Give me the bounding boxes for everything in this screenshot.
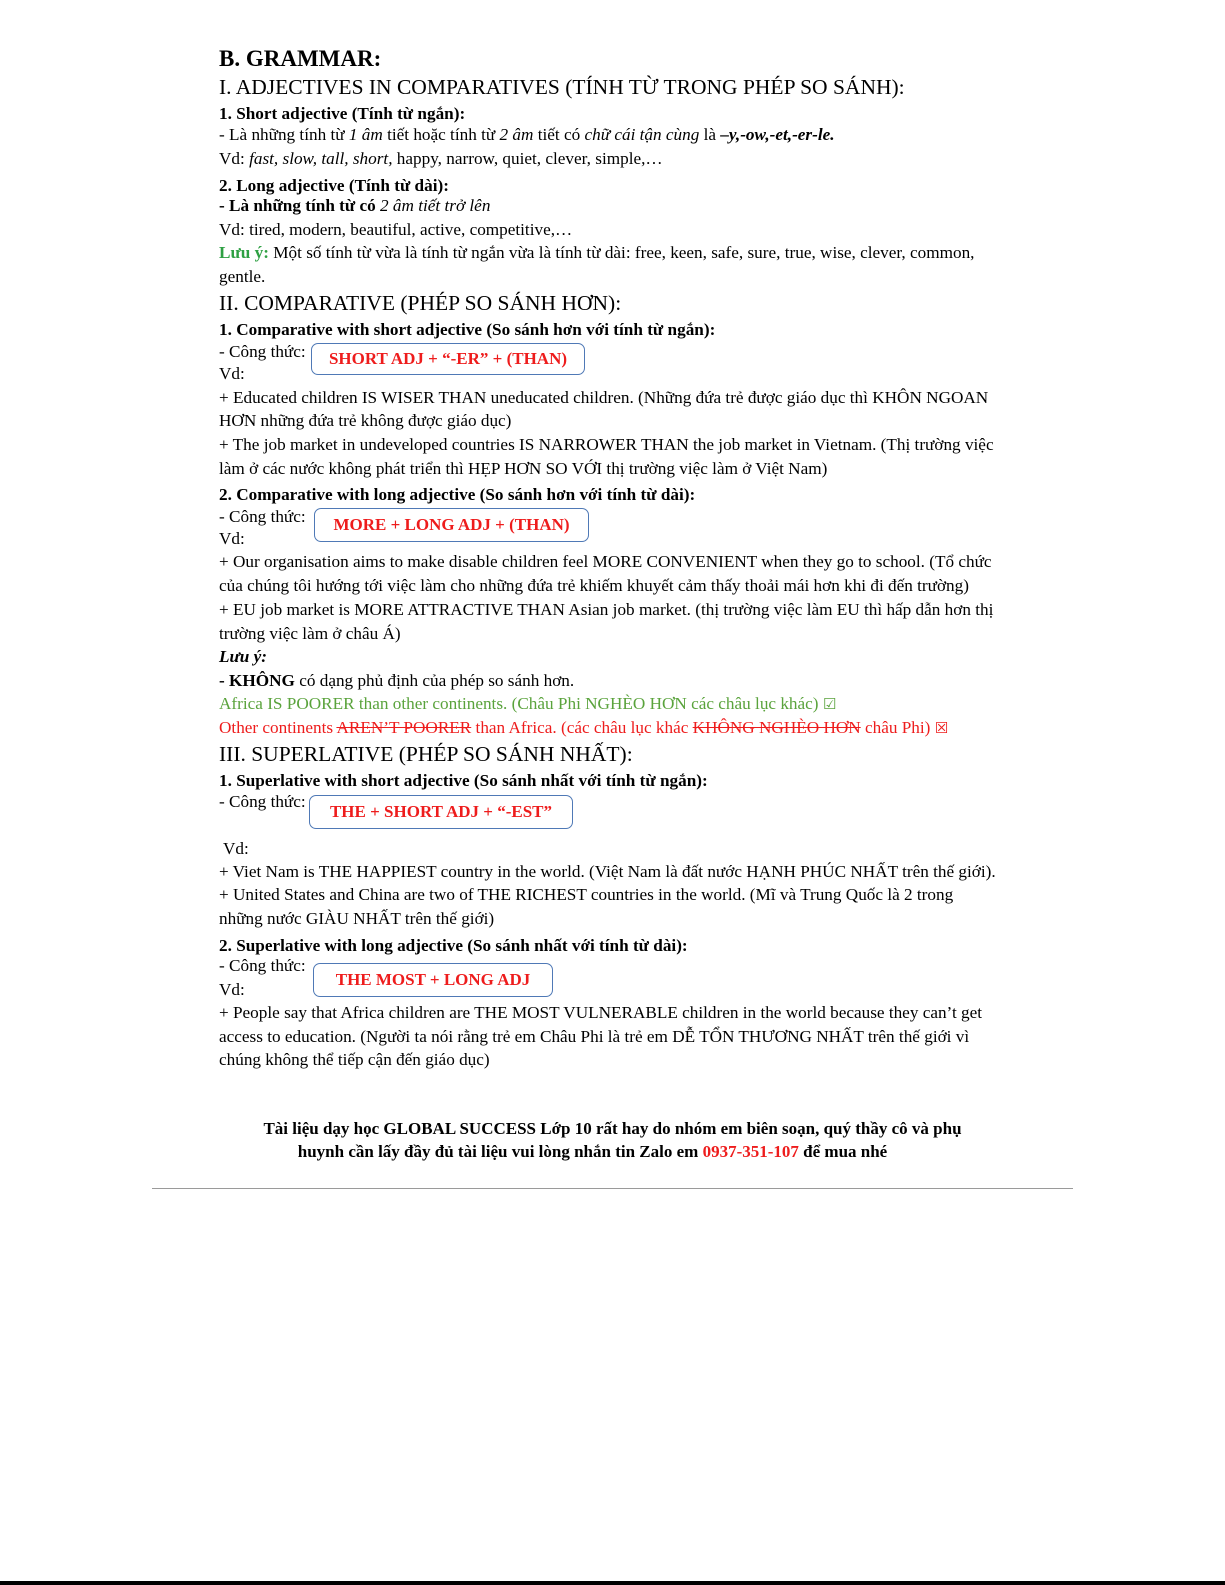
formula-label: - Công thức: <box>219 956 306 975</box>
comparative-short-example-1: + Educated children IS WISER THAN uneducated children. (Những đứa trẻ được giáo dục thì KHÔN NGOAN <box>219 388 989 407</box>
formula-box-long-superlative: THE MOST + LONG ADJ <box>313 963 553 997</box>
comparative-long-example-2-cont: trường việc làm ở châu Á) <box>219 624 401 643</box>
comparative-long-example-1: + Our organisation aims to make disable children feel MORE CONVENIENT when they go to school. (Tổ chức <box>219 552 992 571</box>
section-1-heading: I. ADJECTIVES IN COMPARATIVES (TÍNH TỪ TRONG PHÉP SO SÁNH): <box>219 75 905 99</box>
footer-phone[interactable]: 0937-351-107 <box>702 1142 799 1161</box>
section-3-heading: III. SUPERLATIVE (PHÉP SO SÁNH NHẤT): <box>219 742 633 766</box>
note-line-continued: gentle. <box>219 267 266 286</box>
comparative-long-example-2: + EU job market is MORE ATTRACTIVE THAN Asian job market. (thị trường việc làm EU thì hấp dẫn hơn thị <box>219 600 994 619</box>
superlative-short-example-2: + United States and China are two of THE RICHEST countries in the world. (Mĩ và Trung Quốc là 2 trong <box>219 885 954 904</box>
superlative-long-example-1-cont: access to education. (Người ta nói rằng trẻ em Châu Phi là trẻ em DỄ TỔN THƯƠNG NHẤT trên thế giới vì <box>219 1027 970 1046</box>
short-adjective-definition: - Là những tính từ 1 âm tiết hoặc tính từ 2 âm tiết có chữ cái tận cùng là –y,-ow,-et,-er-le. <box>219 125 835 144</box>
comparative-long-example-1-cont: của chúng tôi hướng tới việc làm cho những đứa trẻ khiếm khuyết cảm thấy thoải mái hơn khi đi đến trường) <box>219 576 969 595</box>
footer-divider <box>152 1188 1073 1189</box>
example-label: Vd: <box>223 839 249 858</box>
formula-box-short-comparative: SHORT ADJ + “-ER” + (THAN) <box>311 343 585 375</box>
comparative-long-heading: 2. Comparative with long adjective (So sánh hơn với tính từ dài): <box>219 485 696 504</box>
formula-label: - Công thức: <box>219 342 306 361</box>
footer-line-1: Tài liệu dạy học GLOBAL SUCCESS Lớp 10 rất hay do nhóm em biên soạn, quý thầy cô và phụ <box>263 1119 962 1138</box>
comparative-short-example-2: + The job market in undeveloped countries IS NARROWER THAN the job market in Vietnam. (Thị trường việc <box>219 435 994 454</box>
example-label: Vd: <box>219 980 245 999</box>
formula-label: - Công thức: <box>219 507 306 526</box>
superlative-long-example-1: + People say that Africa children are THE MOST VULNERABLE children in the world because they can’t get <box>219 1003 983 1022</box>
long-adjective-examples: Vd: tired, modern, beautiful, active, competitive,… <box>219 220 573 239</box>
page-title: B. GRAMMAR: <box>219 46 382 71</box>
comparative-short-heading: 1. Comparative with short adjective (So sánh hơn với tính từ ngắn): <box>219 320 716 339</box>
superlative-short-example-2-cont: những nước GIÀU NHẤT trên thế giới) <box>219 909 495 928</box>
superlative-short-heading: 1. Superlative with short adjective (So sánh nhất với tính từ ngắn): <box>219 771 708 790</box>
comparative-short-example-2-cont: làm ở các nước không phát triển thì HẸP HƠN SO VỚI thị trường việc làm ở Việt Nam) <box>219 459 828 478</box>
example-label: Vd: <box>219 529 245 548</box>
short-adjective-heading: 1. Short adjective (Tính từ ngắn): <box>219 104 466 123</box>
note-line: Lưu ý: Một số tính từ vừa là tính từ ngắn vừa là tính từ dài: free, keen, safe, sure, true, wise, clever, common, <box>219 243 975 262</box>
superlative-long-example-1-end: chúng không thể tiếp cận đến giáo dục) <box>219 1050 490 1069</box>
checkbox-checked-icon: ☑ <box>822 695 837 713</box>
page-bottom-edge <box>0 1581 1225 1585</box>
formula-box-short-superlative: THE + SHORT ADJ + “-EST” <box>309 795 573 829</box>
correct-example: Africa IS POORER than other continents. (Châu Phi NGHÈO HƠN các châu lục khác) ☑ <box>219 694 837 713</box>
section-2-heading: II. COMPARATIVE (PHÉP SO SÁNH HƠN): <box>219 291 622 315</box>
footer-line-2: huynh cần lấy đầy đủ tài liệu vui lòng nhắn tin Zalo em 0937-351-107 để mua nhé <box>297 1142 888 1161</box>
formula-box-long-comparative: MORE + LONG ADJ + (THAN) <box>314 508 589 542</box>
comparative-short-example-1-cont: HƠN những đứa trẻ không được giáo dục) <box>219 411 512 430</box>
checkbox-crossed-icon: ☒ <box>934 719 949 737</box>
negative-note: - KHÔNG có dạng phủ định của phép so sánh hơn. <box>219 671 575 690</box>
incorrect-example: Other continents AREN’T POORER than Africa. (các châu lục khác KHÔNG NGHÈO HƠN châu Phi) ☒ <box>219 718 949 737</box>
long-adjective-definition: - Là những tính từ có 2 âm tiết trở lên <box>219 196 491 215</box>
example-label: Vd: <box>219 364 245 383</box>
long-adjective-heading: 2. Long adjective (Tính từ dài): <box>219 176 449 195</box>
superlative-short-example-1: + Viet Nam is THE HAPPIEST country in the world. (Việt Nam là đất nước HẠNH PHÚC NHẤT trên thế giới). <box>219 862 996 881</box>
note-label: Lưu ý: <box>219 647 268 666</box>
formula-label: - Công thức: <box>219 792 306 811</box>
short-adjective-examples: Vd: fast, slow, tall, short, happy, narrow, quiet, clever, simple,… <box>219 149 663 168</box>
superlative-long-heading: 2. Superlative with long adjective (So sánh nhất với tính từ dài): <box>219 936 688 955</box>
